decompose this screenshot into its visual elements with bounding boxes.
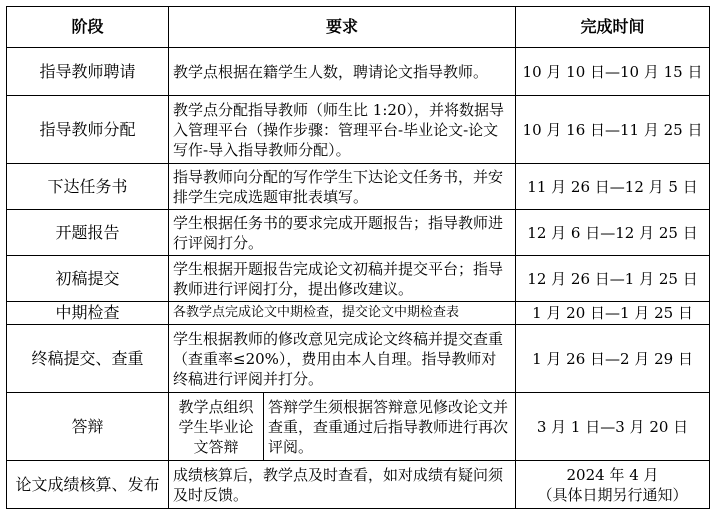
- requirement-cell: 成绩核算后，教学点及时查看，如对成绩有疑问须及时反馈。: [169, 461, 516, 509]
- table-header-row: [7, 7, 710, 48]
- table-row: [7, 302, 710, 325]
- header-requirement: 要求: [169, 7, 516, 48]
- requirement-cell: 教学点根据在籍学生人数，聘请论文指导教师。: [169, 48, 516, 96]
- stage-cell: 答辩: [7, 393, 169, 461]
- requirement-cell: 指导教师向分配的写作学生下达论文任务书，并安排学生完成选题审批表填写。: [169, 164, 516, 210]
- header-stage: 阶段: [7, 7, 169, 48]
- requirement-cell: 教学点分配指导教师（师生比 1:20），并将数据导入管理平台（操作步骤：管理平台-毕业论文-论文写作-导入指导教师分配）。: [169, 96, 516, 164]
- requirement-cell: 学生根据开题报告完成论文初稿并提交平台；指导教师进行评阅打分，提出修改建议。: [169, 256, 516, 302]
- thesis-schedule-table: [6, 6, 710, 509]
- time-cell: 3 月 1 日—3 月 20 日: [516, 393, 710, 461]
- table-row: [7, 393, 710, 461]
- stage-cell: 初稿提交: [7, 256, 169, 302]
- requirement-cell-defense: 答辩学生须根据答辩意见修改论文并查重，查重通过后指导教师进行再次评阅。: [264, 393, 516, 461]
- time-cell: 12 月 6 日—12 月 25 日: [516, 210, 710, 256]
- stage-cell: 下达任务书: [7, 164, 169, 210]
- time-cell: 10 月 16 日—11 月 25 日: [516, 96, 710, 164]
- table-row: [7, 164, 710, 210]
- table-row: [7, 210, 710, 256]
- time-cell: 11 月 26 日—12 月 5 日: [516, 164, 710, 210]
- requirement-cell: 学生根据教师的修改意见完成论文终稿并提交查重（查重率≤20%），费用由本人自理。指导教师对终稿进行评阅并打分。: [169, 325, 516, 393]
- stage-cell: 指导教师聘请: [7, 48, 169, 96]
- time-cell: 1 月 20 日—1 月 25 日: [516, 302, 710, 325]
- stage-cell: 论文成绩核算、发布: [7, 461, 169, 509]
- time-line-date: 2024 年 4 月: [566, 465, 659, 484]
- stage-cell: 指导教师分配: [7, 96, 169, 164]
- time-cell: 12 月 26 日—1 月 25 日: [516, 256, 710, 302]
- stage-cell: 开题报告: [7, 210, 169, 256]
- table-row: [7, 96, 710, 164]
- header-time: 完成时间: [516, 7, 710, 48]
- schedule-table-wrapper: [6, 6, 710, 509]
- stage-cell: 中期检查: [7, 302, 169, 325]
- table-row: [7, 48, 710, 96]
- table-row: [7, 461, 710, 509]
- requirement-cell: 学生根据任务书的要求完成开题报告；指导教师进行评阅打分。: [169, 210, 516, 256]
- requirement-cell: 各教学点完成论文中期检查，提交论文中期检查表: [169, 302, 516, 325]
- time-line-note: （具体日期另行通知）: [537, 485, 688, 504]
- time-cell: 1 月 26 日—2 月 29 日: [516, 325, 710, 393]
- table-row: [7, 325, 710, 393]
- time-cell: [516, 461, 710, 509]
- stage-cell: 终稿提交、查重: [7, 325, 169, 393]
- time-cell: 10 月 10 日—10 月 15 日: [516, 48, 710, 96]
- requirement-cell-organizer: 教学点组织学生毕业论文答辩: [169, 393, 264, 461]
- table-row: [7, 256, 710, 302]
